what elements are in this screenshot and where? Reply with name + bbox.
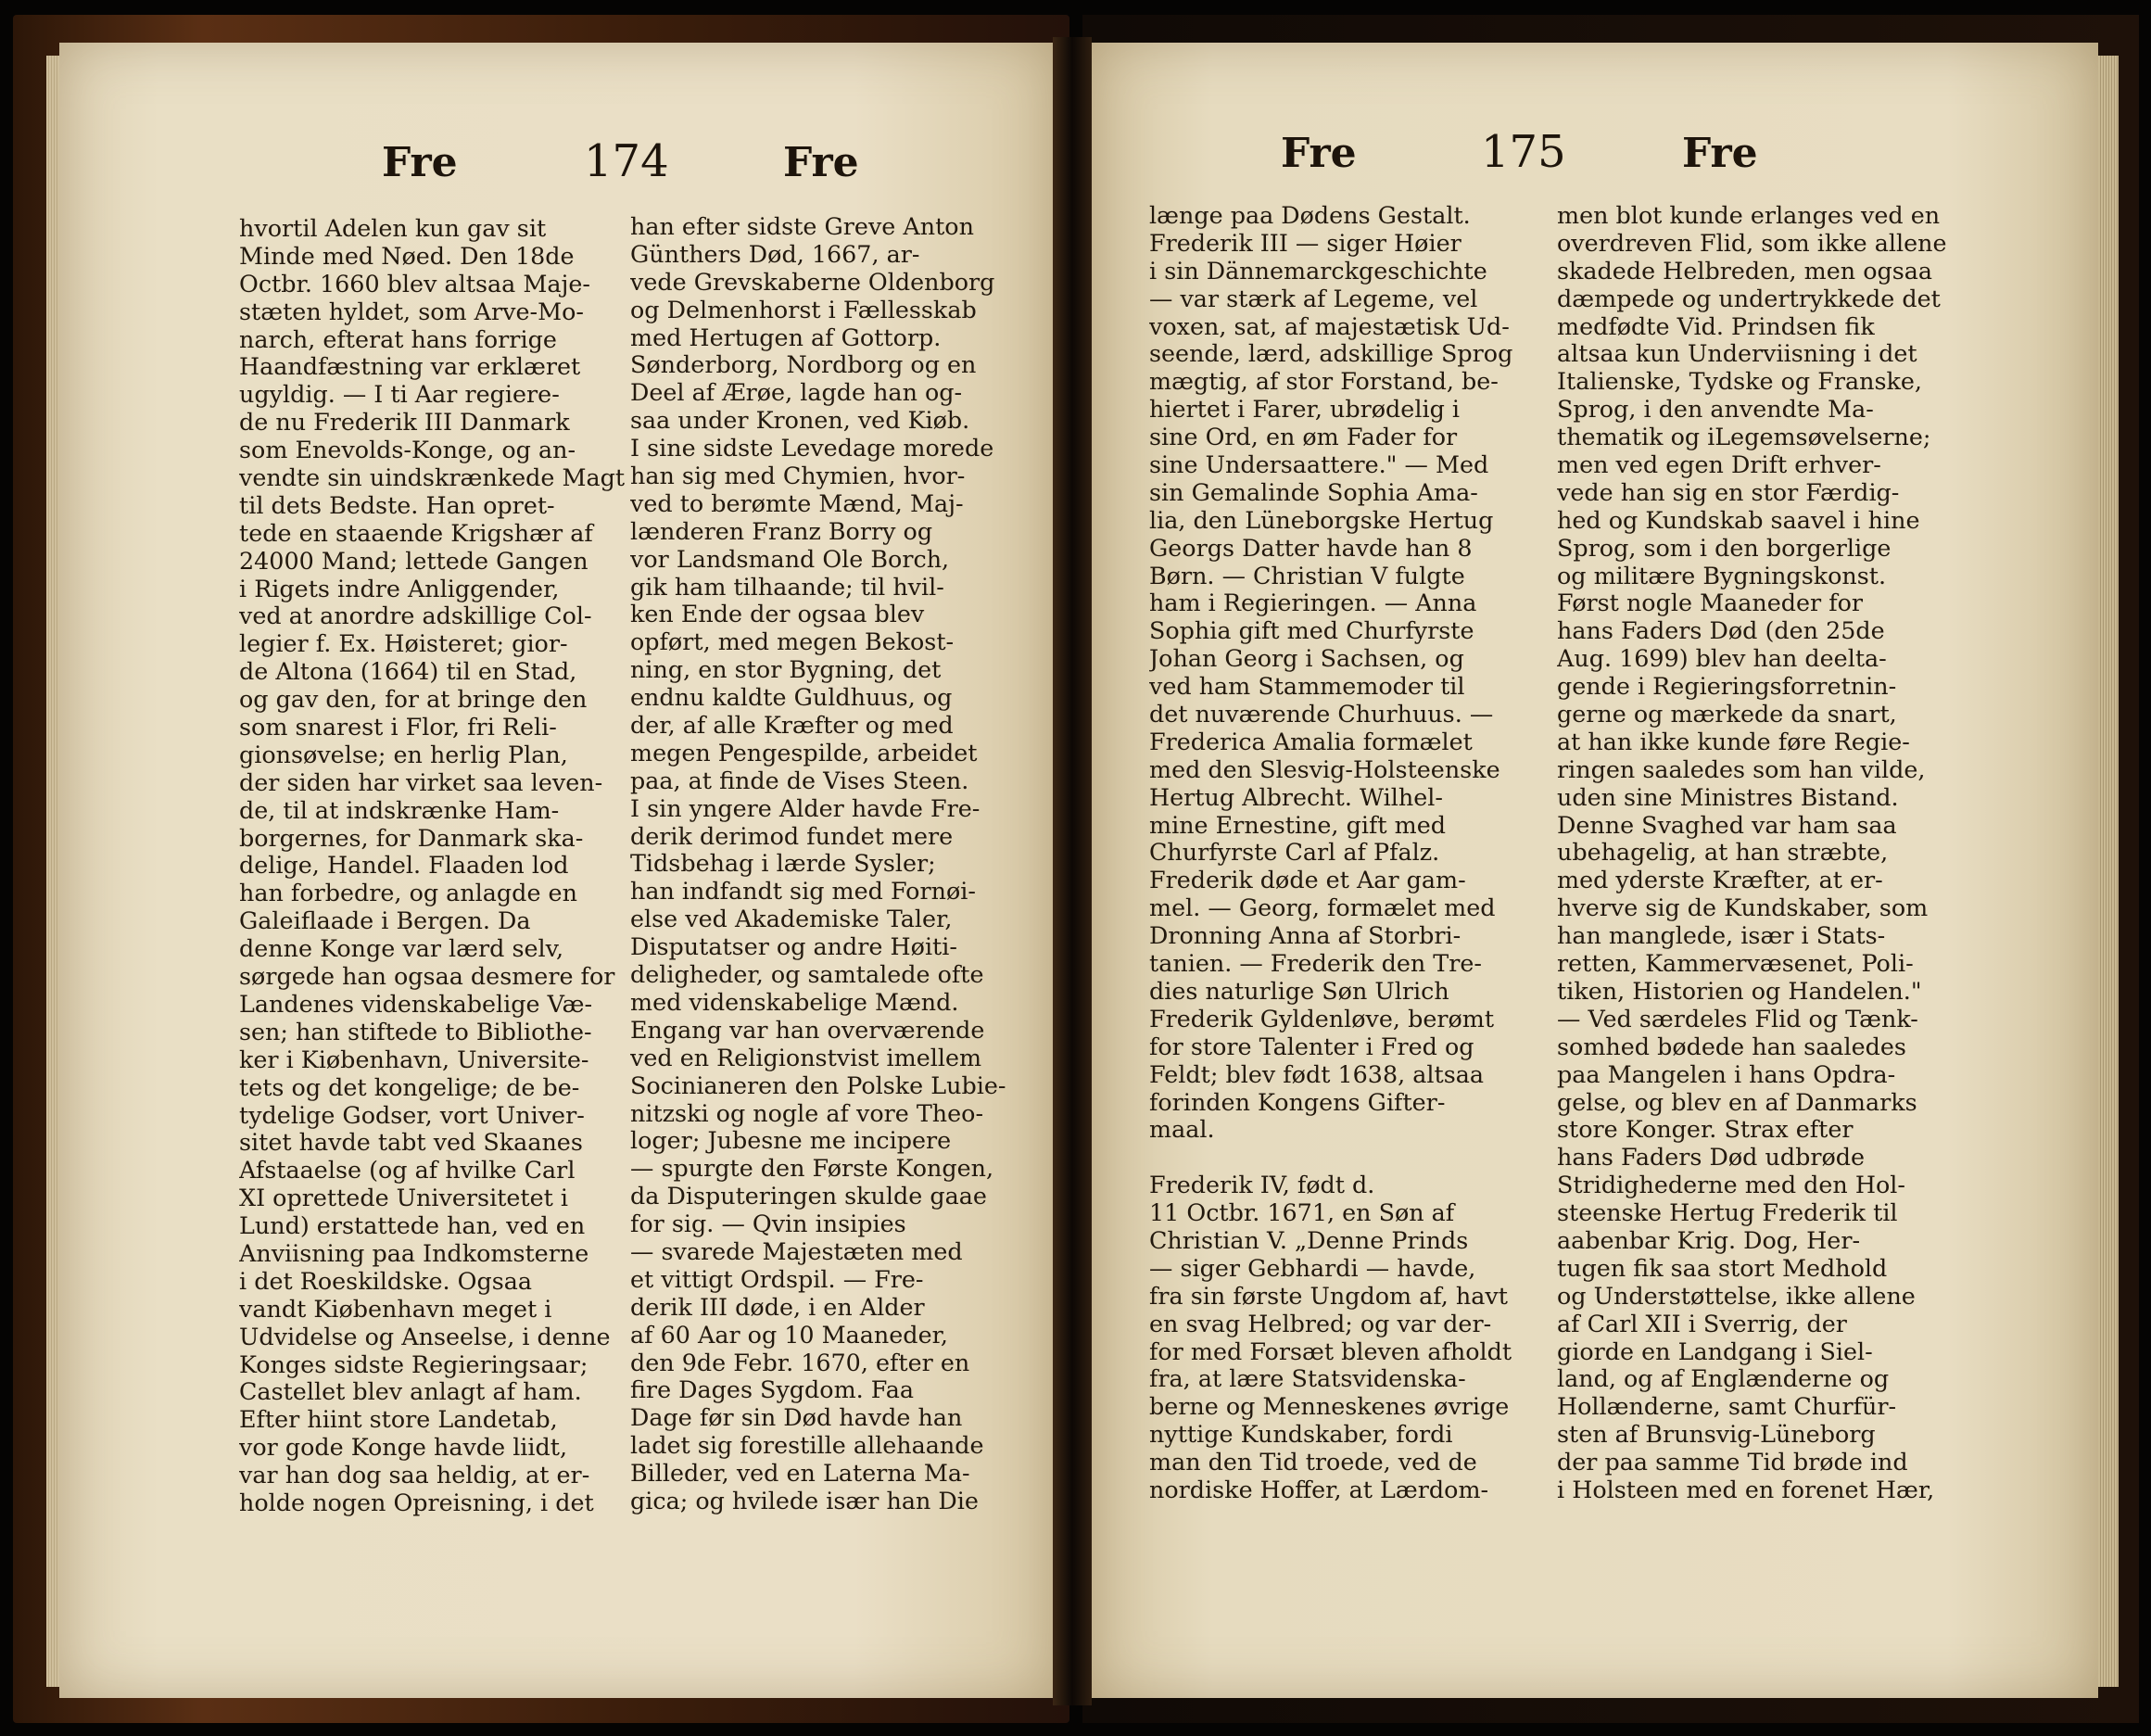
text-line: tugen fik saa stort Medhold — [1557, 1254, 1888, 1282]
text-line: — svarede Majestæten med — [630, 1237, 963, 1265]
text-line: derik derimod fundet mere — [630, 822, 954, 850]
text-line: for med Forsæt bleven afholdt — [1149, 1337, 1512, 1365]
text-line: Feldt; blev født 1638, altsaa — [1149, 1060, 1485, 1088]
text-line: af 60 Aar og 10 Maaneder, — [630, 1321, 949, 1349]
text-line: 11 Octbr. 1671, en Søn af — [1149, 1199, 1455, 1227]
text-line: Sprog, i den anvendte Ma- — [1557, 396, 1874, 424]
text-line: gende i Regieringsforretnin- — [1557, 673, 1897, 701]
text-line: sørgede han ogsaa desmere for — [239, 963, 615, 991]
text-line: de nu Frederik III Danmark — [239, 409, 570, 437]
text-line: lia, den Lüneborgske Hertug — [1149, 506, 1494, 534]
text-line: deligheder, og samtalede ofte — [630, 961, 984, 989]
left-page-column-1 — [239, 215, 628, 1517]
text-line: den 9de Febr. 1670, efter en — [630, 1349, 970, 1376]
text-line: et vittigt Ordspil. — Fre- — [630, 1265, 924, 1293]
text-line: steenske Hertug Frederik til — [1557, 1199, 1898, 1227]
text-line: som snarest i Flor, fri Reli- — [239, 714, 557, 741]
text-line: — Ved særdeles Flid og Tænk- — [1557, 1005, 1918, 1033]
text-line: legier f. Ex. Høisteret; gior- — [239, 630, 568, 658]
text-line: vandt Kiøbenhavn meget i — [239, 1295, 552, 1323]
text-line: Billeder, ved en Laterna Ma- — [630, 1460, 970, 1488]
text-line: for sig. — Qvin insipies — [630, 1210, 906, 1238]
text-line: altsaa kun Underviisning i det — [1557, 340, 1917, 368]
text-line: hans Faders Død udbrøde — [1557, 1144, 1866, 1172]
text-line: hans Faders Død (den 25de — [1557, 617, 1885, 645]
text-line: Frederik døde et Aar gam- — [1149, 867, 1466, 894]
text-line: forinden Kongens Gifter- — [1149, 1088, 1446, 1116]
text-line: gik ham tilhaande; til hvil- — [630, 573, 944, 601]
text-line: — var stærk af Legeme, vel — [1149, 285, 1478, 312]
text-line: dæmpede og undertrykkede det — [1557, 285, 1941, 312]
text-line: store Konger. Strax efter — [1557, 1116, 1854, 1144]
text-line: hed og Kundskab saavel i hine — [1557, 506, 1920, 534]
text-line: mel. — Georg, formælet med — [1149, 894, 1496, 922]
text-line: ken Ende der ogsaa blev — [630, 601, 925, 628]
text-line: der, af alle Kræfter og med — [630, 712, 954, 740]
text-line: men blot kunde erlanges ved en — [1557, 202, 1941, 229]
text-line: sin Gemalinde Sophia Ama- — [1149, 478, 1478, 506]
text-line: Aug. 1699) blev han deelta- — [1557, 645, 1887, 673]
text-line: vede Grevskaberne Oldenborg — [630, 268, 995, 296]
text-line: Engang var han overværende — [630, 1016, 985, 1044]
text-line: Sprog, som i den borgerlige — [1557, 534, 1892, 562]
text-line: Hollænderne, samt Churfür- — [1557, 1393, 1897, 1421]
left-header-catchword-right: Fre — [783, 139, 859, 186]
text-line: at han ikke kunde føre Regie- — [1557, 728, 1910, 755]
text-line: som Enevolds-Konge, og an- — [239, 437, 576, 464]
page-edges-right — [2098, 56, 2119, 1687]
text-line: han efter sidste Greve Anton — [630, 213, 974, 240]
text-line: delige, Handel. Flaaden lod — [239, 852, 569, 880]
text-line: hvortil Adelen kun gav sit — [239, 215, 547, 242]
text-line: gerne og mærkede da snart, — [1557, 701, 1897, 729]
text-line: paa, at finde de Vises Steen. — [630, 767, 969, 794]
text-line: han forbedre, og anlagde en — [239, 880, 577, 907]
text-line: sen; han stiftede to Bibliothe- — [239, 1018, 592, 1045]
text-line: men ved egen Drift erhver- — [1557, 451, 1881, 479]
text-line: thematik og iLegemsøvelserne; — [1557, 424, 1931, 451]
text-line: vor gode Konge havde liidt, — [239, 1434, 568, 1462]
text-line: Günthers Død, 1667, ar- — [630, 240, 920, 268]
text-line: gica; og hvilede især han Die — [630, 1487, 979, 1514]
text-line: narch, efterat hans forrige — [239, 325, 557, 353]
text-line: med Hertugen af Gottorp. — [630, 323, 942, 351]
text-line: en svag Helbred; og var der- — [1149, 1310, 1492, 1337]
text-line: Georgs Datter havde han 8 — [1149, 534, 1473, 562]
text-line: — spurgte den Første Kongen, — [630, 1155, 994, 1183]
text-line: Deel af Ærøe, lagde han og- — [630, 379, 963, 407]
text-line: Italienske, Tydske og Franske, — [1557, 368, 1922, 396]
text-line: megen Pengespilde, arbeidet — [630, 739, 978, 767]
text-line: ved en Religionstvist imellem — [630, 1044, 982, 1071]
text-line: Galeiflaade i Bergen. Da — [239, 907, 531, 935]
book-gutter — [1053, 37, 1092, 1705]
text-line: ved at anordre adskillige Col- — [239, 602, 592, 630]
text-line: seende, lærd, adskillige Sprog — [1149, 340, 1513, 368]
text-line: medfødte Vid. Prindsen fik — [1557, 312, 1875, 340]
text-line: Frederik IV, født d. — [1149, 1172, 1375, 1199]
text-line: fra sin første Ungdom af, havt — [1149, 1282, 1508, 1310]
text-line: sitet havde tabt ved Skaanes — [239, 1129, 583, 1157]
text-line: Hertug Albrecht. Wilhel- — [1149, 783, 1443, 811]
text-line: de Altona (1664) til en Stad, — [239, 658, 577, 686]
text-line: sten af Brunsvig-Lüneborg — [1557, 1421, 1876, 1449]
text-line: voxen, sat, af majestætisk Ud- — [1149, 312, 1510, 340]
text-line: holde nogen Opreisning, i det — [239, 1489, 594, 1516]
text-line: else ved Akademiske Taler, — [630, 906, 953, 933]
text-line: vendte sin uindskrænkede Magt — [239, 464, 626, 492]
text-line: loger; Jubesne me incipere — [630, 1127, 952, 1155]
text-line: ning, en stor Bygning, det — [630, 656, 942, 684]
text-line: saa under Kronen, ved Kiøb. — [630, 407, 970, 435]
right-page-number: 175 — [1481, 126, 1566, 178]
text-line: XI oprettede Universitetet i — [239, 1185, 569, 1212]
text-line: retten, Kammervæsenet, Poli- — [1557, 950, 1914, 978]
text-line: Socinianeren den Polske Lubie- — [630, 1071, 1006, 1099]
text-line: Frederica Amalia formælet — [1149, 728, 1473, 755]
right-page-column-2 — [1557, 202, 1965, 1504]
text-line: han sig med Chymien, hvor- — [630, 463, 966, 490]
text-line: tiken, Historien og Handelen." — [1557, 977, 1922, 1005]
text-line: Udvidelse og Anseelse, i denne — [239, 1323, 611, 1350]
text-line: det nuværende Churhuus. — — [1149, 701, 1494, 729]
right-header-catchword-right: Fre — [1682, 130, 1758, 177]
text-line: dies naturlige Søn Ulrich — [1149, 977, 1449, 1005]
text-line: i Rigets indre Anliggender, — [239, 575, 560, 602]
text-line: endnu kaldte Guldhuus, og — [630, 684, 953, 712]
text-line: Afstaaelse (og af hvilke Carl — [239, 1157, 576, 1185]
text-line: mine Ernestine, gift med — [1149, 811, 1446, 839]
text-line: ham i Regieringen. — Anna — [1149, 589, 1477, 617]
text-line: opført, med megen Bekost- — [630, 628, 955, 656]
text-line: da Disputeringen skulde gaae — [630, 1183, 987, 1210]
text-line: denne Konge var lærd selv, — [239, 935, 564, 963]
text-line: Minde med Nøed. Den 18de — [239, 242, 575, 270]
text-line: mægtig, af stor Forstand, be- — [1149, 368, 1499, 396]
text-line: var han dog saa heldig, at er- — [239, 1462, 590, 1489]
text-line: ker i Kiøbenhavn, Universite- — [239, 1045, 589, 1073]
text-line: nyttige Kundskaber, fordi — [1149, 1421, 1453, 1449]
text-line: Dronning Anna af Storbri- — [1149, 922, 1461, 950]
text-line: fra, at lære Statsvidenska- — [1149, 1365, 1466, 1393]
text-line: nitzski og nogle af vore Theo- — [630, 1099, 984, 1127]
right-page-header — [0, 126, 2151, 185]
text-line: og gav den, for at bringe den — [239, 686, 588, 714]
text-line: Børn. — Christian V fulgte — [1149, 562, 1465, 589]
text-line: med videnskabelige Mænd. — [630, 988, 959, 1016]
text-line: Disputatser og andre Høiti- — [630, 933, 957, 961]
text-line: der siden har virket saa leven- — [239, 768, 603, 796]
text-line: Octbr. 1660 blev altsaa Maje- — [239, 270, 590, 298]
text-line: I sin yngere Alder havde Fre- — [630, 794, 981, 822]
text-line: af Carl XII i Sverrig, der — [1557, 1310, 1847, 1337]
text-line: lænderen Franz Borry og — [630, 517, 933, 545]
text-line: Efter hiint store Landetab, — [239, 1406, 558, 1434]
text-line: land, og af Englænderne og — [1557, 1365, 1890, 1393]
text-line: og Delmenhorst i Fællesskab — [630, 296, 977, 323]
text-line: sine Ord, en øm Fader for — [1149, 424, 1458, 451]
text-line: Først nogle Maaneder for — [1557, 589, 1864, 617]
text-line: Frederik Gyldenløve, berømt — [1149, 1005, 1495, 1033]
text-line: ubehagelig, at han stræbte, — [1557, 839, 1889, 867]
text-line: maal. — [1149, 1116, 1215, 1144]
text-line: I sine sidste Levedage morede — [630, 435, 994, 463]
text-line: tede en staaende Krigshær af — [239, 519, 593, 547]
text-line: uden sine Ministres Bistand. — [1557, 783, 1899, 811]
text-line: ugyldig. — I ti Aar regiere- — [239, 381, 560, 409]
text-line: han indfandt sig med Fornøi- — [630, 878, 976, 906]
text-line: Castellet blev anlagt af ham. — [239, 1378, 582, 1406]
text-line — [1149, 1144, 1548, 1172]
text-line: han manglede, især i Stats- — [1557, 922, 1886, 950]
text-line: til dets Bedste. Han opret- — [239, 491, 555, 519]
text-line: borgernes, for Danmark ska- — [239, 824, 584, 852]
left-page-column-2 — [630, 213, 1019, 1515]
text-line: fire Dages Sygdom. Faa — [630, 1376, 914, 1404]
text-line: og militære Bygningskonst. — [1557, 562, 1887, 589]
text-line: Churfyrste Carl af Pfalz. — [1149, 839, 1440, 867]
text-line: længe paa Dødens Gestalt. — [1149, 202, 1471, 229]
text-line: Anviisning paa Indkomsterne — [239, 1239, 589, 1267]
text-line: og Understøttelse, ikke allene — [1557, 1282, 1916, 1310]
text-line: ringen saaledes som han vilde, — [1557, 755, 1926, 783]
right-page-column-1 — [1149, 202, 1548, 1504]
text-line: ved ham Stammemoder til — [1149, 673, 1465, 701]
text-line: Frederik III — siger Høier — [1149, 229, 1461, 257]
text-line: Lund) erstattede han, ved en — [239, 1212, 586, 1240]
text-line: vor Landsmand Ole Borch, — [630, 545, 950, 573]
text-line: hverve sig de Kundskaber, som — [1557, 894, 1929, 922]
text-line: 24000 Mand; lettede Gangen — [239, 547, 588, 575]
text-line: tydelige Godser, vort Univer- — [239, 1101, 585, 1129]
text-line: aabenbar Krig. Dog, Her- — [1557, 1226, 1861, 1254]
text-line: i det Roeskildske. Ogsaa — [239, 1267, 533, 1295]
text-line: skadede Helbreden, men ogsaa — [1557, 257, 1933, 285]
text-line: i Holsteen med en forenet Hær, — [1557, 1476, 1935, 1503]
text-line: Sophia gift med Churfyrste — [1149, 617, 1474, 645]
text-line: Konges sidste Regieringsaar; — [239, 1350, 588, 1378]
text-line: vede han sig en stor Færdig- — [1557, 478, 1900, 506]
text-line: nordiske Hoffer, at Lærdom- — [1149, 1476, 1489, 1503]
text-line: berne og Menneskenes øvrige — [1149, 1393, 1510, 1421]
left-header-catchword-left: Fre — [382, 139, 458, 186]
text-line: Denne Svaghed var ham saa — [1557, 811, 1897, 839]
text-line: hiertet i Farer, ubrødelig i — [1149, 396, 1461, 424]
text-line: — siger Gebhardi — havde, — [1149, 1254, 1476, 1282]
text-line: Christian V. „Denne Prinds — [1149, 1226, 1469, 1254]
text-line: man den Tid troede, ved de — [1149, 1449, 1477, 1476]
left-page-number: 174 — [584, 135, 669, 187]
text-line: somhed bødede han saaledes — [1557, 1033, 1906, 1060]
text-line: stæten hyldet, som Arve-Mo- — [239, 298, 584, 325]
text-line: Sønderborg, Nordborg og en — [630, 351, 977, 379]
text-line: paa Mangelen i hans Opdra- — [1557, 1060, 1896, 1088]
text-line: der paa samme Tid brøde ind — [1557, 1449, 1908, 1476]
text-line: tanien. — Frederik den Tre- — [1149, 950, 1482, 978]
text-line: Haandfæstning var erklæret — [239, 353, 581, 381]
text-line: tets og det kongelige; de be- — [239, 1073, 580, 1101]
text-line: derik III døde, i en Alder — [630, 1293, 925, 1321]
text-line: Landenes videnskabelige Væ- — [239, 990, 593, 1018]
text-line: Tidsbehag i lærde Sysler; — [630, 850, 936, 878]
text-line: Stridighederne med den Hol- — [1557, 1172, 1905, 1199]
text-line: overdreven Flid, som ikke allene — [1557, 229, 1947, 257]
text-line: giorde en Landgang i Siel- — [1557, 1337, 1873, 1365]
text-line: for store Talenter i Fred og — [1149, 1033, 1474, 1060]
text-line: ved to berømte Mænd, Maj- — [630, 489, 964, 517]
text-line: med den Slesvig-Holsteenske — [1149, 755, 1500, 783]
text-line: ladet sig forestille allehaande — [630, 1432, 984, 1460]
text-line: i sin Dännemarckgeschichte — [1149, 257, 1487, 285]
text-line: med yderste Kræfter, at er- — [1557, 867, 1883, 894]
text-line: gionsøvelse; en herlig Plan, — [239, 741, 568, 768]
text-line: Dage før sin Død havde han — [630, 1404, 963, 1432]
text-line: Johan Georg i Sachsen, og — [1149, 645, 1464, 673]
right-header-catchword-left: Fre — [1281, 130, 1357, 177]
text-line: sine Undersaattere." — Med — [1149, 451, 1489, 479]
text-line: gelse, og blev en af Danmarks — [1557, 1088, 1917, 1116]
text-line: de, til at indskrænke Ham- — [239, 796, 560, 824]
